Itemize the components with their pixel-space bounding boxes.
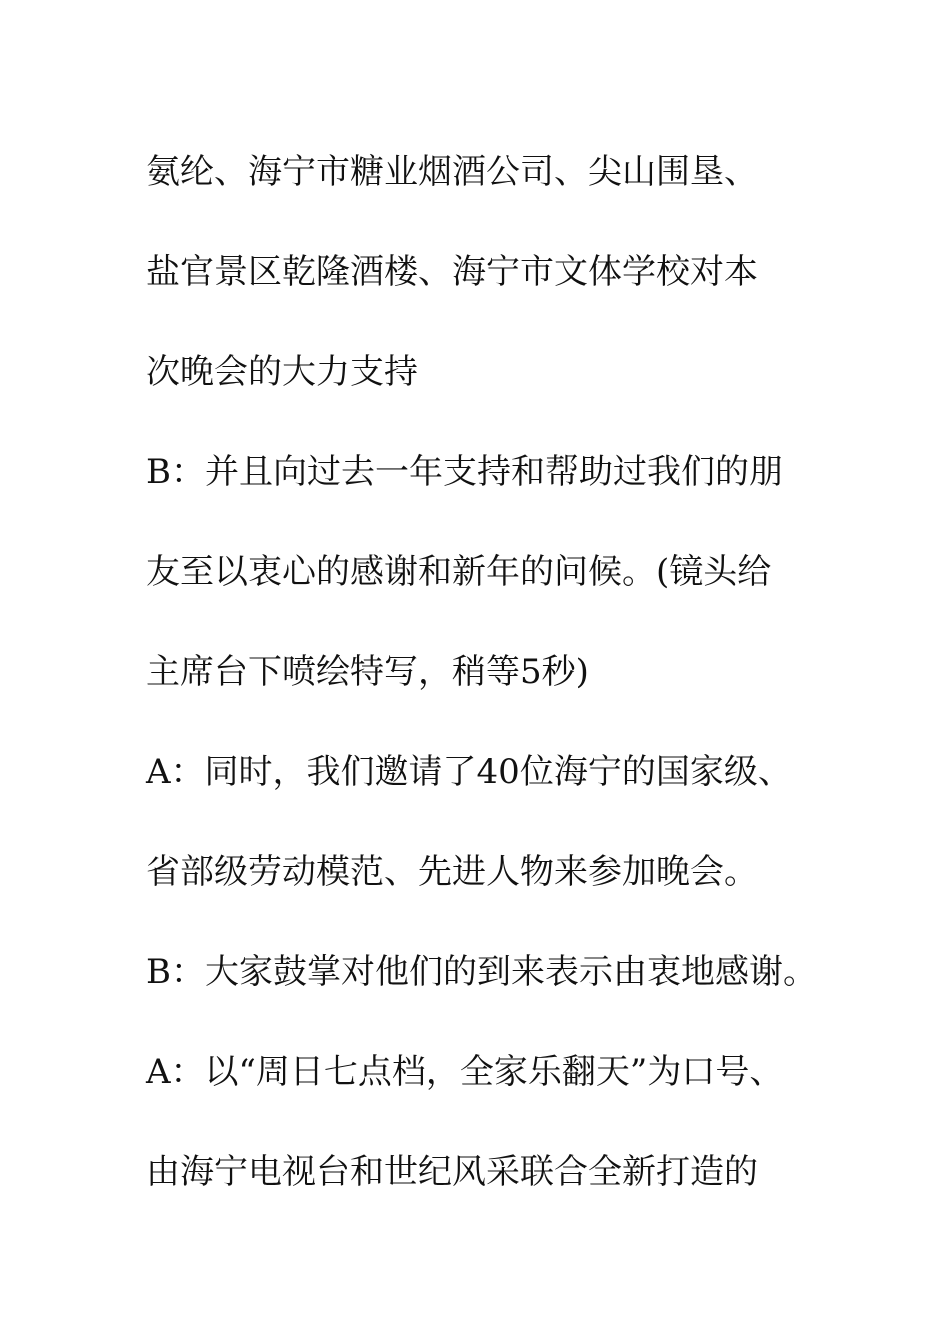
text-line-10: A：以“周日七点档，全家乐翻天”为口号、 <box>146 1052 784 1092</box>
text-line-7: A：同时，我们邀请了40位海宁的国家级、 <box>146 752 792 792</box>
text-line-4: B：并且向过去一年支持和帮助过我们的朋 <box>146 452 783 492</box>
text-line-3: 次晚会的大力支持 <box>146 352 418 392</box>
text-line-11: 由海宁电视台和世纪风采联合全新打造的 <box>146 1152 758 1192</box>
text-line-5: 友至以衷心的感谢和新年的问候。(镜头给 <box>146 552 772 592</box>
text-line-8: 省部级劳动模范、先进人物来参加晚会。 <box>146 852 758 892</box>
text-line-9: B：大家鼓掌对他们的到来表示由衷地感谢。 <box>146 952 817 992</box>
text-line-2: 盐官景区乾隆酒楼、海宁市文体学校对本 <box>146 252 758 292</box>
document-text <box>146 122 836 1222</box>
text-line-6: 主席台下喷绘特写，稍等5秒) <box>146 652 589 692</box>
text-line-1: 氨纶、海宁市糖业烟酒公司、尖山围垦、 <box>146 152 758 192</box>
